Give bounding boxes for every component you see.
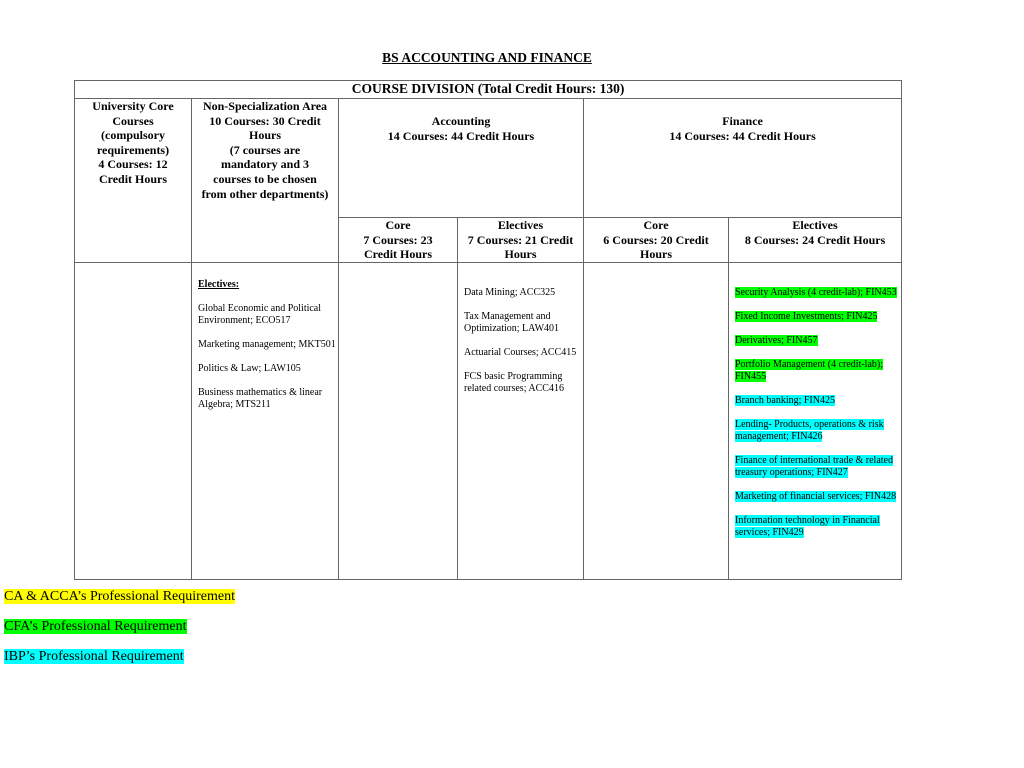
list-item: Politics & Law; LAW105 [198, 362, 301, 374]
ibp-course-item: Marketing of financial services; FIN428 [735, 490, 897, 502]
document-title: BS ACCOUNTING AND FINANCE [382, 50, 592, 65]
accounting-core-header [339, 218, 458, 263]
header-line: Credit Hours [363, 247, 433, 262]
accounting-electives-header [458, 218, 584, 263]
header-line: (compulsory [101, 128, 165, 143]
finance-header [584, 99, 902, 218]
header-line: requirements) [96, 142, 170, 157]
finance-electives-header [729, 218, 902, 263]
header-line: Hours [639, 247, 672, 262]
course-division-label: COURSE DIVISION [351, 81, 475, 96]
list-item: Actuarial Courses; ACC415 [464, 346, 577, 358]
university-core-header [75, 99, 192, 263]
cfa-course-item: Derivatives; FIN457 [735, 334, 818, 346]
cfa-course-item: Portfolio Management (4 credit-lab); FIN455 [735, 358, 884, 382]
course-division-table [74, 80, 902, 580]
accounting-core-courses [339, 262, 458, 579]
header-line: 14 Courses: 44 Credit Hours [387, 128, 535, 143]
legend-cfa-label: CFA’s Professional Requirement [4, 619, 187, 634]
header-line: 4 Courses: 12 [98, 157, 168, 172]
accounting-header [339, 99, 584, 218]
header-line: Credit Hours [98, 171, 168, 186]
university-core-courses [75, 262, 192, 579]
finance-core-courses [584, 262, 729, 579]
cfa-course-item: Fixed Income Investments; FIN425 [735, 310, 878, 322]
legend-ibp-label: IBP’s Professional Requirement [4, 649, 184, 664]
header-line: Electives [792, 218, 838, 232]
legend-ca-acca-label: CA & ACCA’s Professional Requirement [4, 589, 235, 604]
header-line: 7 Courses: 23 [363, 232, 433, 247]
header-line: 6 Courses: 20 Credit [603, 232, 709, 247]
header-line: courses to be chosen [213, 171, 317, 186]
header-line: 10 Courses: 30 Credit [209, 113, 321, 128]
header-line: Courses [112, 113, 154, 128]
header-line: Core [385, 218, 411, 232]
legend-ca-acca [4, 588, 235, 605]
header-line: Electives [497, 218, 544, 232]
header-line: mandatory and 3 [220, 157, 309, 172]
non-specialization-header [192, 99, 339, 263]
header-line: Non-Specialization Area [202, 99, 328, 113]
electives-heading: Electives: [198, 278, 240, 290]
ibp-course-item: Lending- Products, operations & risk management; FIN426 [735, 418, 884, 442]
finance-electives-courses [729, 262, 902, 579]
accounting-electives-courses [458, 262, 584, 579]
header-line: 8 Courses: 24 Credit Hours [744, 232, 886, 247]
legend-ibp [4, 648, 184, 665]
header-line: Accounting [431, 114, 491, 128]
ibp-course-item: Information technology in Financial services; FIN429 [735, 514, 880, 538]
header-line: Core [643, 218, 669, 232]
header-line: Finance [722, 114, 763, 128]
header-line: 14 Courses: 44 Credit Hours [669, 128, 816, 143]
list-item: Global Economic and Political Environment; ECO517 [198, 302, 322, 326]
area-header-row [75, 99, 902, 218]
legend-cfa [4, 618, 187, 635]
header-line: from other departments) [201, 186, 329, 201]
total-credit-hours: (Total Credit Hours: 130) [477, 81, 625, 96]
cfa-course-item: Security Analysis (4 credit-lab); FIN453 [735, 286, 897, 298]
course-division-header [75, 81, 902, 99]
list-item: FCS basic Programming related courses; ACC416 [464, 370, 564, 394]
header-line: Hours [504, 247, 537, 262]
header-line: 7 Courses: 21 Credit [467, 232, 574, 247]
list-item: Data Mining; ACC325 [464, 286, 556, 298]
non-specialization-courses [192, 262, 339, 579]
list-item: Marketing management; MKT501 [198, 338, 336, 350]
table-title-row [75, 81, 902, 99]
header-line: (7 courses are [229, 142, 301, 157]
header-line: University Core [92, 99, 174, 113]
course-list-row [75, 262, 902, 579]
list-item: Business mathematics & linear Algebra; MTS211 [198, 386, 323, 410]
finance-core-header [584, 218, 729, 263]
ibp-course-item: Branch banking; FIN425 [735, 394, 835, 406]
ibp-course-item: Finance of international trade & related treasury operations; FIN427 [735, 454, 893, 478]
list-item: Tax Management and Optimization; LAW401 [464, 310, 560, 334]
header-line: Hours [248, 128, 281, 143]
